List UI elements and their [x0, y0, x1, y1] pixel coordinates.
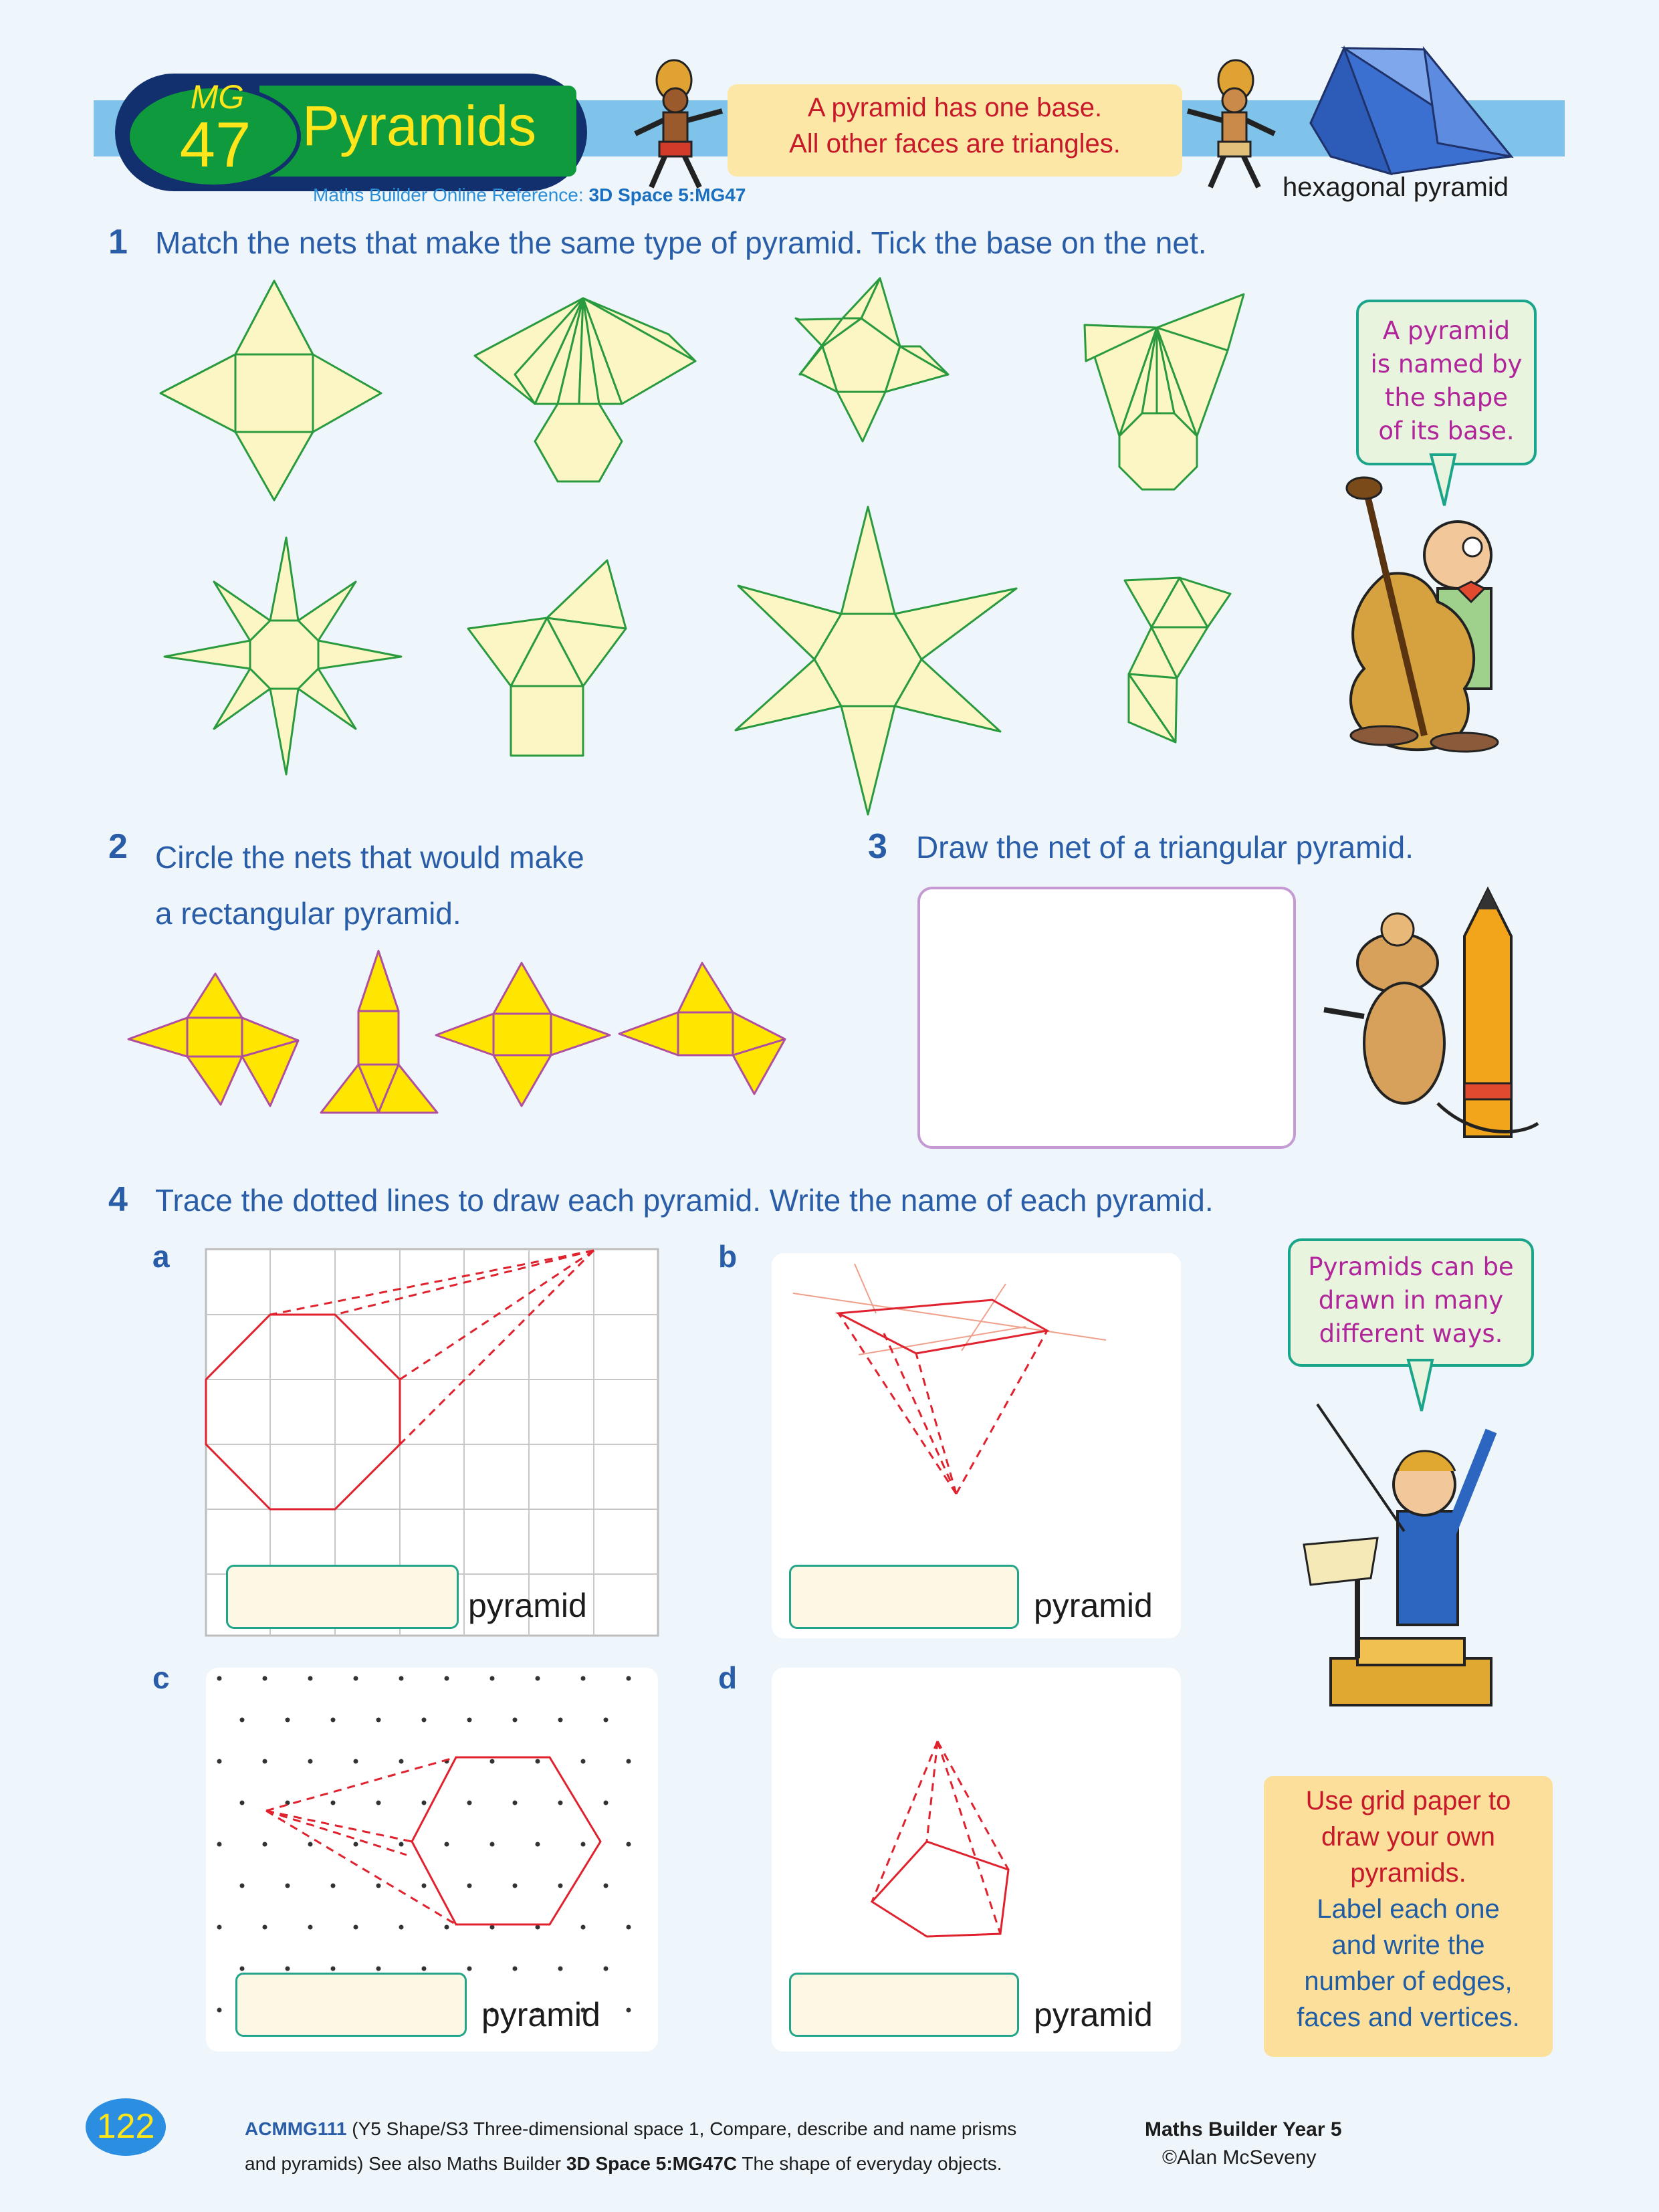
- grid-dot: [331, 1884, 336, 1888]
- tip-line: faces and vertices.: [1297, 2003, 1520, 2032]
- grid-dot: [354, 1925, 358, 1930]
- part-d-label: d: [718, 1660, 738, 1695]
- tip-line: number of edges,: [1304, 1967, 1513, 1996]
- grid-dot: [536, 1842, 540, 1847]
- see-also-code: 3D Space 5:MG47C: [566, 2153, 738, 2174]
- grid-dot: [513, 1801, 518, 1805]
- grid-dot: [240, 1718, 245, 1723]
- grid-dot: [354, 1676, 358, 1681]
- grid-dot: [490, 1842, 495, 1847]
- grid-dot: [513, 1718, 518, 1723]
- question-4-number: 4: [108, 1180, 128, 1219]
- question-2-number: 2: [108, 827, 128, 866]
- grid-dot: [581, 1759, 586, 1764]
- grid-dot: [308, 1842, 313, 1847]
- part-b-label: b: [718, 1239, 738, 1274]
- grid-dot: [399, 1925, 404, 1930]
- part-a-label: a: [152, 1239, 170, 1274]
- grid-dot: [331, 1967, 336, 1971]
- grid-dot: [445, 1676, 449, 1681]
- grid-dot: [467, 1967, 472, 1971]
- question-4-text: Trace the dotted lines to draw each pyramid. Write the name of each pyramid.: [155, 1183, 1214, 1218]
- code-number: 47: [179, 109, 251, 181]
- hint-line: Pyramids can be: [1308, 1252, 1514, 1281]
- grid-dot: [467, 1801, 472, 1805]
- grid-dot: [263, 1925, 267, 1930]
- hint-line: of its base.: [1378, 417, 1515, 445]
- question-3-text: Draw the net of a triangular pyramid.: [916, 830, 1414, 865]
- draw-net-area[interactable]: [917, 887, 1296, 1149]
- rectangular-net-option-4[interactable]: [619, 963, 785, 1094]
- question-3-number: 3: [868, 827, 887, 866]
- grid-dot: [490, 1759, 495, 1764]
- grid-dot: [286, 1884, 290, 1888]
- code-prefix: MG: [190, 78, 245, 116]
- grid-dot: [627, 1925, 631, 1930]
- grid-dot: [308, 1759, 313, 1764]
- grid-dot: [558, 1801, 563, 1805]
- part-d-pyramid-word: pyramid: [1034, 1996, 1153, 2033]
- grid-dot: [513, 1967, 518, 1971]
- question-2-line-2: a rectangular pyramid.: [155, 896, 461, 931]
- part-a-answer-input[interactable]: [226, 1565, 459, 1629]
- part-a-pyramid-word: pyramid: [468, 1587, 587, 1624]
- grid-dot: [558, 1884, 563, 1888]
- conductor-illustration: [1291, 1391, 1525, 1712]
- grid-dot: [399, 1842, 404, 1847]
- grid-dot: [627, 1759, 631, 1764]
- grid-dot: [331, 1801, 336, 1805]
- grid-dot: [263, 1759, 267, 1764]
- grid-dot: [399, 1676, 404, 1681]
- grid-dot: [445, 1842, 449, 1847]
- tip-line: and write the: [1331, 1930, 1485, 1960]
- page-title: Pyramids: [302, 94, 537, 157]
- hint-line: is named by: [1370, 350, 1523, 378]
- curriculum-code: ACMMG111: [245, 2118, 347, 2139]
- book-credit: [1145, 2116, 1342, 2172]
- part-b-pyramid-word: pyramid: [1034, 1587, 1153, 1624]
- tip-line: draw your own: [1321, 1822, 1496, 1852]
- hint-line: the shape: [1384, 383, 1509, 412]
- grid-dot: [286, 1718, 290, 1723]
- part-c-answer-input[interactable]: [235, 1973, 467, 2037]
- grid-dot: [217, 1759, 222, 1764]
- tip-box: [1264, 1776, 1553, 2057]
- copyright: ©Alan McSeveny: [1162, 2146, 1317, 2169]
- hexagonal-pyramid-label: hexagonal pyramid: [1283, 173, 1509, 202]
- grid-dot: [627, 2008, 631, 2013]
- grid-dot: [399, 1759, 404, 1764]
- grid-dot: [536, 1676, 540, 1681]
- grid-dot: [604, 1967, 609, 1971]
- grid-dot: [604, 1718, 609, 1723]
- part-b-answer-input[interactable]: [789, 1565, 1019, 1629]
- grid-dot: [263, 1842, 267, 1847]
- grid-dot: [308, 1925, 313, 1930]
- grid-dot: [490, 1925, 495, 1930]
- grid-dot: [376, 1884, 381, 1888]
- grid-dot: [467, 1718, 472, 1723]
- hint-line: drawn in many: [1318, 1286, 1504, 1315]
- grid-dot: [604, 1884, 609, 1888]
- grid-dot: [558, 1718, 563, 1723]
- question-1-number: 1: [108, 223, 128, 261]
- grid-dot: [217, 2008, 222, 2013]
- part-c-pyramid-word: pyramid: [481, 1996, 600, 2033]
- rectangular-net-option-1[interactable]: [128, 974, 298, 1106]
- grid-dot: [422, 1884, 427, 1888]
- tip-line: Label each one: [1317, 1894, 1500, 1924]
- page-number: 122: [96, 2107, 155, 2146]
- grid-dot: [604, 1801, 609, 1805]
- grid-dot: [581, 1842, 586, 1847]
- see-also-prefix: and pyramids) See also Maths Builder: [245, 2153, 566, 2174]
- definition-line-1: A pyramid has one base.: [807, 93, 1103, 122]
- grid-dot: [627, 1676, 631, 1681]
- grid-dot: [467, 1884, 472, 1888]
- grid-dot: [445, 1925, 449, 1930]
- curriculum-desc: (Y5 Shape/S3 Three-dimensional space 1, Compare, describe and name prisms: [346, 2118, 1017, 2139]
- tip-line: Use grid paper to: [1305, 1786, 1511, 1815]
- grid-dot: [240, 1801, 245, 1805]
- book-title: Maths Builder Year 5: [1145, 2118, 1342, 2140]
- rectangular-net-option-3[interactable]: [436, 963, 610, 1106]
- grid-dot: [422, 1801, 427, 1805]
- part-c-label: c: [152, 1660, 170, 1695]
- part-d-answer-input[interactable]: [789, 1973, 1019, 2037]
- reference-prefix: Maths Builder Online Reference:: [313, 185, 584, 205]
- grid-dot: [376, 1718, 381, 1723]
- grid-dot: [581, 1676, 586, 1681]
- grid-dot: [513, 1884, 518, 1888]
- grid-dot: [217, 1925, 222, 1930]
- grid-dot: [422, 1718, 427, 1723]
- grid-dot: [558, 1967, 563, 1971]
- grid-dot: [581, 1925, 586, 1930]
- tip-line: pyramids.: [1350, 1858, 1466, 1888]
- reference-code: 3D Space 5:MG47: [588, 185, 746, 205]
- grid-dot: [627, 1842, 631, 1847]
- grid-dot: [354, 1759, 358, 1764]
- question-1-text: Match the nets that make the same type of pyramid. Tick the base on the net.: [155, 225, 1207, 260]
- definition-line-2: All other faces are triangles.: [789, 129, 1121, 158]
- grid-dot: [217, 1842, 222, 1847]
- hint-line: different ways.: [1319, 1319, 1503, 1348]
- grid-dot: [263, 1676, 267, 1681]
- grid-dot: [217, 1676, 222, 1681]
- grid-dot: [376, 1801, 381, 1805]
- grid-dot: [490, 1676, 495, 1681]
- mouse-with-pencil-illustration: [1317, 883, 1551, 1150]
- see-also-suffix: The shape of everyday objects.: [737, 2153, 1002, 2174]
- grid-dot: [240, 1884, 245, 1888]
- grid-dot: [376, 1967, 381, 1971]
- question-2-line-1: Circle the nets that would make: [155, 840, 584, 875]
- grid-dot: [240, 1967, 245, 1971]
- curriculum-reference: [245, 2112, 1147, 2181]
- grid-dot: [354, 1842, 358, 1847]
- hint-bubble-drawing: [1288, 1238, 1534, 1367]
- hint-line: A pyramid: [1382, 316, 1511, 345]
- grid-dot: [308, 1676, 313, 1681]
- grid-dot: [536, 1925, 540, 1930]
- grid-dot: [536, 1759, 540, 1764]
- rectangular-net-option-2[interactable]: [321, 951, 437, 1113]
- grid-dot: [286, 1967, 290, 1971]
- grid-dot: [331, 1718, 336, 1723]
- grid-dot: [422, 1967, 427, 1971]
